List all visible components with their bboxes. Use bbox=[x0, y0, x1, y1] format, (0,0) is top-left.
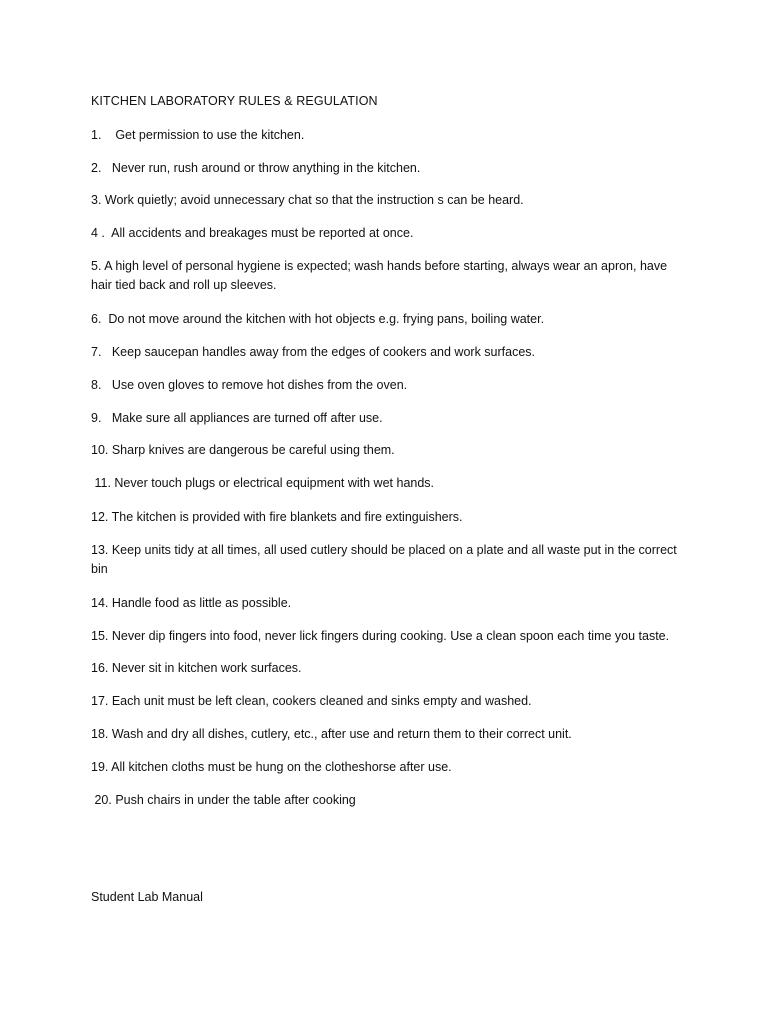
rule-item-15: 15. Never dip fingers into food, never lick fingers during cooking. Use a clean spoon each time you taste. bbox=[91, 629, 670, 643]
rule-item-2: 2. Never run, rush around or throw anything in the kitchen. bbox=[91, 161, 421, 175]
rule-item-8: 8. Use oven gloves to remove hot dishes from the oven. bbox=[91, 378, 408, 392]
rule-item-5: 5. A high level of personal hygiene is expected; wash hands before starting, always wear an apron, have hair tied back and roll up sleeves. bbox=[91, 259, 671, 292]
rule-item-9: 9. Make sure all appliances are turned off after use. bbox=[91, 411, 383, 425]
rule-item-17: 17. Each unit must be left clean, cookers cleaned and sinks empty and washed. bbox=[91, 694, 532, 708]
rule-item-20: 20. Push chairs in under the table after cooking bbox=[91, 793, 356, 807]
rule-item-14: 14. Handle food as little as possible. bbox=[91, 596, 292, 610]
rule-item-4: 4 . All accidents and breakages must be reported at once. bbox=[91, 226, 414, 240]
rule-item-13: 13. Keep units tidy at all times, all used cutlery should be placed on a plate and all waste put in the correct bin bbox=[91, 543, 681, 576]
rule-item-11: 11. Never touch plugs or electrical equipment with wet hands. bbox=[91, 476, 435, 490]
rule-item-10: 10. Sharp knives are dangerous be careful using them. bbox=[91, 443, 395, 457]
rule-item-3: 3. Work quietly; avoid unnecessary chat so that the instruction s can be heard. bbox=[91, 193, 524, 207]
rule-item-6: 6. Do not move around the kitchen with hot objects e.g. frying pans, boiling water. bbox=[91, 312, 545, 326]
rule-item-19: 19. All kitchen cloths must be hung on the clotheshorse after use. bbox=[91, 760, 452, 774]
rule-item-12: 12. The kitchen is provided with fire blankets and fire extinguishers. bbox=[91, 510, 463, 524]
rule-item-1: 1. Get permission to use the kitchen. bbox=[91, 128, 305, 142]
footer-label: Student Lab Manual bbox=[91, 890, 203, 904]
document-title: KITCHEN LABORATORY RULES & REGULATION bbox=[91, 94, 378, 108]
rule-item-7: 7. Keep saucepan handles away from the edges of cookers and work surfaces. bbox=[91, 345, 536, 359]
rule-item-16: 16. Never sit in kitchen work surfaces. bbox=[91, 661, 302, 675]
rule-item-18: 18. Wash and dry all dishes, cutlery, etc., after use and return them to their correct unit. bbox=[91, 727, 572, 741]
